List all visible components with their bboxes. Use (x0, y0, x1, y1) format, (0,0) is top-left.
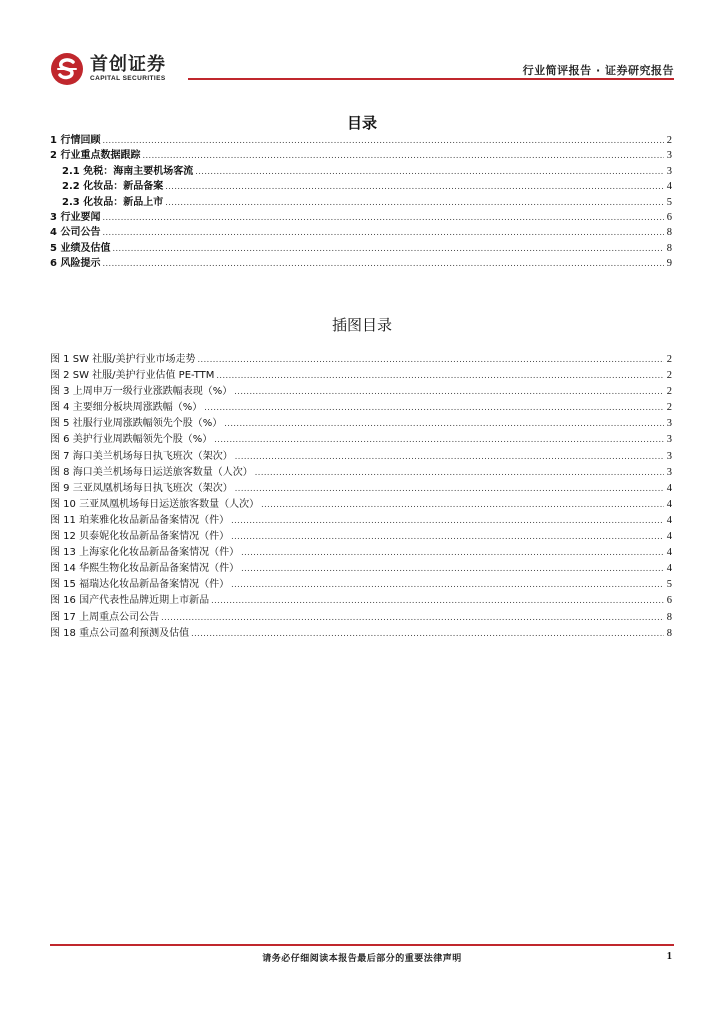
figure-item[interactable] (50, 610, 672, 626)
dot-leader (204, 400, 664, 416)
figures-title: 插图目录 (331, 316, 392, 334)
figure-item-label: 图 9 三亚凤凰机场每日执飞班次（架次） (50, 482, 233, 494)
dot-leader (102, 133, 664, 148)
logo-mark-icon (50, 52, 84, 86)
footer-disclaimer: 请务必仔细阅读本报告最后部分的重要法律声明 (262, 954, 462, 964)
report-type: 行业简评报告 · 证券研究报告 (522, 64, 674, 77)
dot-leader (102, 225, 664, 240)
figure-item-page: 5 (666, 579, 672, 591)
figure-item-page: 8 (666, 627, 672, 639)
toc-item-label: 2 行业重点数据跟踪 (50, 150, 141, 162)
figure-item[interactable] (50, 384, 672, 400)
dot-leader (191, 626, 664, 642)
toc-item-label: 2.1 免税：海南主要机场客流 (62, 165, 194, 177)
figure-item-label: 图 5 社服行业周涨跌幅领先个股（%） (50, 418, 223, 430)
figure-item-page: 3 (666, 450, 672, 462)
dot-leader (214, 432, 664, 448)
toc-item[interactable] (50, 256, 672, 271)
figure-item-page: 8 (666, 611, 672, 623)
dot-leader (224, 416, 664, 432)
dot-leader (231, 513, 664, 529)
figure-item[interactable] (50, 416, 672, 432)
company-logo (50, 52, 166, 88)
toc-subitem[interactable] (50, 164, 672, 179)
dot-leader (142, 148, 664, 163)
figure-item-page: 2 (666, 354, 672, 365)
figure-item[interactable] (50, 577, 672, 593)
figure-item[interactable] (50, 400, 672, 416)
toc-item[interactable] (50, 241, 672, 256)
figure-item[interactable] (50, 481, 672, 497)
figure-item-label: 图 12 贝泰妮化妆品新品备案情况（件） (50, 531, 230, 543)
figure-item-label: 图 14 华熙生物化妆品新品备案情况（件） (50, 563, 240, 575)
figure-item[interactable] (50, 497, 672, 513)
toc-item[interactable] (50, 133, 672, 148)
dot-leader (165, 195, 664, 210)
toc-item-page: 5 (666, 196, 672, 208)
figure-item-page: 4 (666, 531, 672, 543)
figure-item-page: 3 (666, 466, 672, 478)
footer-divider (50, 944, 674, 946)
logo-cn-text: 首创证券 (90, 54, 166, 75)
dot-leader (241, 561, 664, 577)
figure-item-page: 2 (666, 370, 672, 382)
figure-item[interactable] (50, 465, 672, 481)
toc-item[interactable] (50, 210, 672, 225)
dot-leader (241, 545, 664, 561)
figure-item-label: 图 15 福瑞达化妆品新品备案情况（件） (50, 579, 230, 591)
figure-item-page: 4 (666, 482, 672, 494)
figure-item-label: 图 6 美护行业周跌幅领先个股（%） (50, 434, 213, 446)
figure-item-page: 4 (666, 547, 672, 559)
dot-leader (231, 577, 664, 593)
figure-item-page: 4 (666, 498, 672, 510)
dot-leader (255, 465, 664, 481)
toc-item-page: 3 (666, 150, 672, 162)
figure-item-page: 6 (666, 595, 672, 607)
figure-item[interactable] (50, 561, 672, 577)
dot-leader (261, 497, 664, 513)
toc-item-page: 2 (666, 135, 672, 146)
toc-item[interactable] (50, 225, 672, 240)
toc-item-label: 4 公司公告 (50, 227, 101, 239)
dot-leader (102, 210, 664, 225)
toc-subitem[interactable] (50, 195, 672, 210)
figure-list (50, 352, 672, 642)
dot-leader (165, 179, 664, 194)
figure-item[interactable] (50, 529, 672, 545)
figure-item-label: 图 2 SW 社服/美护行业估值 PE-TTM (50, 370, 215, 382)
toc-item-page: 6 (666, 211, 672, 223)
page-number: 1 (666, 951, 672, 962)
figure-item-label: 图 7 海口美兰机场每日执飞班次（架次） (50, 450, 233, 462)
figure-item[interactable] (50, 449, 672, 465)
toc-item-page: 3 (666, 165, 672, 177)
figure-item-label: 图 10 三亚凤凰机场每日运送旅客数量（人次） (50, 498, 260, 510)
dot-leader (235, 481, 664, 497)
toc-title: 目录 (346, 114, 377, 132)
figure-item-page: 2 (666, 402, 672, 414)
toc-item-label: 1 行情回顾 (50, 135, 101, 146)
figure-item-label: 图 13 上海家化化妆品新品备案情况（件） (50, 547, 240, 559)
figure-item[interactable] (50, 352, 672, 368)
figure-item[interactable] (50, 593, 672, 609)
toc-item-page: 8 (666, 242, 672, 254)
figure-item-label: 图 8 海口美兰机场每日运送旅客数量（人次） (50, 466, 253, 478)
figure-item-label: 图 17 上周重点公司公告 (50, 611, 160, 623)
figure-item-page: 3 (666, 418, 672, 430)
figure-item[interactable] (50, 545, 672, 561)
toc-subitem[interactable] (50, 179, 672, 194)
toc-item-label: 2.2 化妆品：新品备案 (62, 181, 164, 193)
figure-item-page: 4 (666, 514, 672, 526)
logo-en-text: CAPITAL SECURITIES (90, 75, 166, 82)
toc-item-page: 8 (666, 227, 672, 239)
dot-leader (195, 164, 664, 179)
figure-item-label: 图 1 SW 社服/美护行业市场走势 (50, 354, 196, 365)
dot-leader (235, 449, 664, 465)
toc-item[interactable] (50, 148, 672, 163)
dot-leader (198, 352, 664, 368)
toc-item-label: 5 业绩及估值 (50, 242, 111, 254)
toc-item-page: 9 (666, 258, 672, 270)
toc-item-page: 4 (666, 181, 672, 193)
figure-item[interactable] (50, 432, 672, 448)
dot-leader (231, 529, 664, 545)
dot-leader (102, 256, 664, 271)
dot-leader (161, 610, 664, 626)
logo-text (90, 55, 166, 83)
figure-item-page: 3 (666, 434, 672, 446)
dot-leader (112, 241, 664, 256)
header-divider (188, 78, 674, 80)
figure-item-page: 4 (666, 563, 672, 575)
page-header (50, 52, 674, 88)
figure-item[interactable] (50, 368, 672, 384)
dot-leader (211, 593, 664, 609)
figure-item[interactable] (50, 513, 672, 529)
figure-item-label: 图 4 主要细分板块周涨跌幅（%） (50, 402, 203, 414)
figure-item-label: 图 3 上周申万一级行业涨跌幅表现（%） (50, 386, 233, 398)
toc-item-label: 2.3 化妆品：新品上市 (62, 196, 164, 208)
toc-item-label: 6 风险提示 (50, 258, 101, 270)
table-of-contents (50, 133, 672, 272)
figure-item-label: 图 18 重点公司盈利预测及估值 (50, 627, 190, 639)
dot-leader (234, 384, 664, 400)
figure-item-page: 2 (666, 386, 672, 398)
figure-item[interactable] (50, 626, 672, 642)
figure-item-label: 图 11 珀莱雅化妆品新品备案情况（件） (50, 514, 230, 526)
figure-item-label: 图 16 国产代表性品牌近期上市新品 (50, 595, 210, 607)
toc-item-label: 3 行业要闻 (50, 211, 101, 223)
dot-leader (216, 368, 664, 384)
